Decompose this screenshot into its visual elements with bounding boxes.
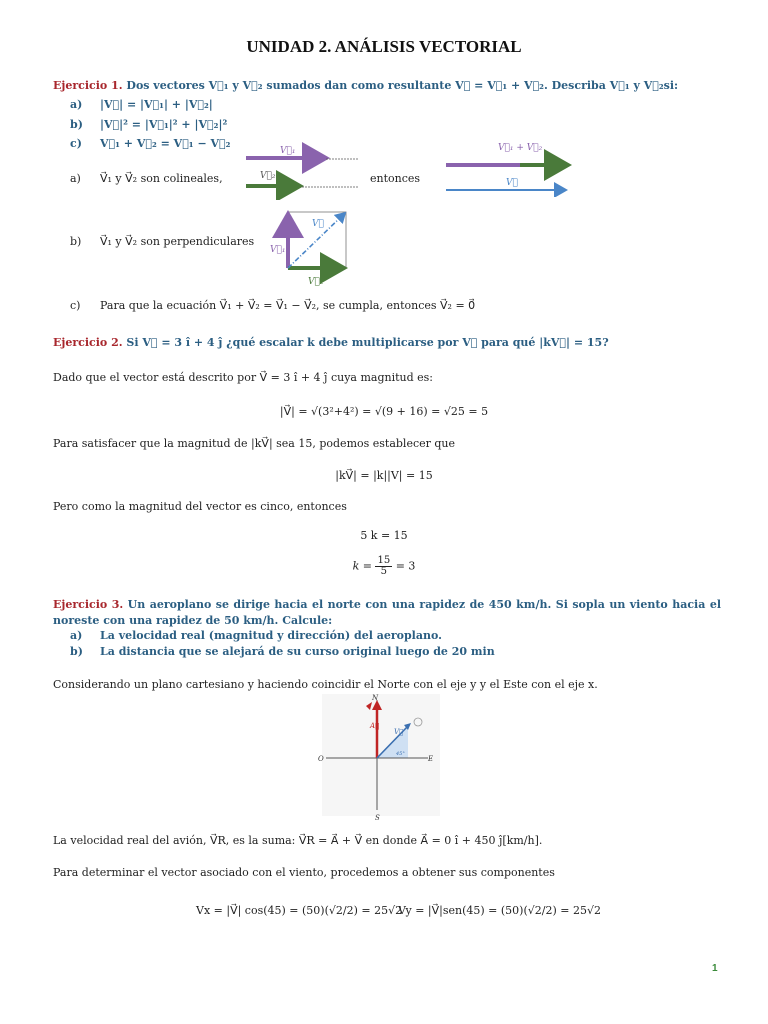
v-vector-label: V⃗: [394, 728, 404, 736]
answer-c: c) Para que la ecuación V⃗₁ + V⃗₂ = V⃗₁ − V⃗₂, se cumpla, entonces V⃗₂ = 0⃗: [70, 299, 476, 312]
exercise-3-text: Un aeroplano se dirige hacia el norte con una rapidez de 450 km/h. Si sopla un viento hacia el noreste con una rapidez de 50 km/h. Calcule:: [53, 598, 721, 627]
exercise-2-tag: Ejercicio 2.: [53, 336, 123, 349]
exercise-1-text: Dos vectores V⃗₁ y V⃗₂ sumados dan como resultante V⃗ = V⃗₁ + V⃗₂. Describa V⃗₁ y V⃗₂si:: [126, 79, 679, 92]
cartesian-plane-diagram: [312, 692, 447, 822]
v1-label: V⃗₁: [280, 146, 296, 156]
v2-label: V⃗₂: [260, 171, 276, 181]
v1-label: V⃗₁: [270, 245, 286, 255]
equation-vy: Vy = |V⃗|sen(45) = (50)(√2/2) = 25√2: [398, 904, 601, 917]
exercise-2-paragraph-1: Dado que el vector está descrito por V⃗ = 3 î + 4 ĵ cuya magnitud es:: [53, 371, 434, 384]
equation-vx: Vx = |V⃗| cos(45) = (50)(√2/2) = 25√2: [196, 904, 403, 917]
page-title: UNIDAD 2. ANÁLISIS VECTORIAL: [246, 37, 522, 56]
north-label: N: [372, 694, 379, 702]
perpendicular-vectors-diagram: [268, 204, 358, 290]
exercise-2-equation-k: |kV⃗| = |k||V| = 15: [335, 469, 433, 482]
v-label: V⃗: [312, 219, 324, 229]
exercise-1-option-b: b) |V⃗|² = |V⃗₁|² + |V⃗₂|²: [70, 118, 228, 131]
collinear-sum-diagram: [440, 135, 575, 197]
a-vector-label: A⃗: [370, 722, 380, 730]
exercise-3-paragraph-3: Para determinar el vector asociado con el viento, procedemos a obtener sus componentes: [53, 866, 555, 879]
west-label: O: [318, 755, 324, 763]
v-label: V⃗: [506, 178, 518, 188]
angle-label: 45°: [396, 751, 405, 757]
exercise-2-text: Si V⃗ = 3 î + 4 ĵ ¿qué escalar k debe multiplicarse por V⃗ para qué |kV⃗| = 15?: [126, 336, 609, 349]
exercise-3-tag: Ejercicio 3.: [53, 598, 124, 611]
exercise-2-statement: [53, 335, 723, 351]
answer-a: a) V⃗₁ y V⃗₂ son colineales,: [70, 172, 223, 185]
answer-b: b) V⃗₁ y V⃗₂ son perpendiculares: [70, 235, 255, 248]
v2-label: V⃗₂: [308, 277, 324, 287]
fraction: $\frac{15}{5}$: [377, 555, 391, 577]
exercise-3-paragraph-2: La velocidad real del avión, V⃗R, es la suma: V⃗R = A⃗ + V⃗ en donde A⃗ = 0 î + 450 ĵ[km/h].: [53, 834, 543, 847]
exercise-2-equation-5k: 5 k = 15: [360, 529, 408, 542]
exercise-3-paragraph-1: Considerando un plano cartesiano y haciendo coincidir el Norte con el eje y y el Este con el eje x.: [53, 678, 598, 691]
exercise-3-item-a: a) La velocidad real (magnitud y dirección) del aeroplano.: [70, 629, 442, 642]
exercise-3-item-b: b) La distancia que se alejará de su curso original luego de 20 min: [70, 645, 495, 658]
exercise-1-option-a: a) |V⃗| = |V⃗₁| + |V⃗₂|: [70, 98, 213, 111]
exercise-1-option-c: c) V⃗₁ + V⃗₂ = V⃗₁ − V⃗₂: [70, 137, 231, 150]
exercise-2-paragraph-2: Para satisfacer que la magnitud de |kV⃗| sea 15, podemos establecer que: [53, 437, 456, 450]
exercise-2-paragraph-3: Pero como la magnitud del vector es cinco, entonces: [53, 500, 347, 513]
east-label: E: [428, 755, 434, 763]
exercise-2-equation-magnitude: |V⃗| = √(3²+4²) = √(9 + 16) = √25 = 5: [279, 405, 489, 418]
answer-a-then: entonces: [370, 172, 421, 185]
exercise-3-statement: [53, 597, 721, 629]
exercise-2-equation-result: k = $\frac{15}{5}$ = 3: [352, 555, 416, 577]
exercise-1-statement: [53, 78, 723, 94]
page-number: 1: [712, 963, 718, 974]
south-label: S: [375, 814, 380, 822]
v1-plus-v2-label: V⃗₁ + V⃗₂: [498, 143, 543, 153]
exercise-1-tag: Ejercicio 1.: [53, 79, 123, 92]
collinear-vectors-diagram: [240, 140, 365, 200]
